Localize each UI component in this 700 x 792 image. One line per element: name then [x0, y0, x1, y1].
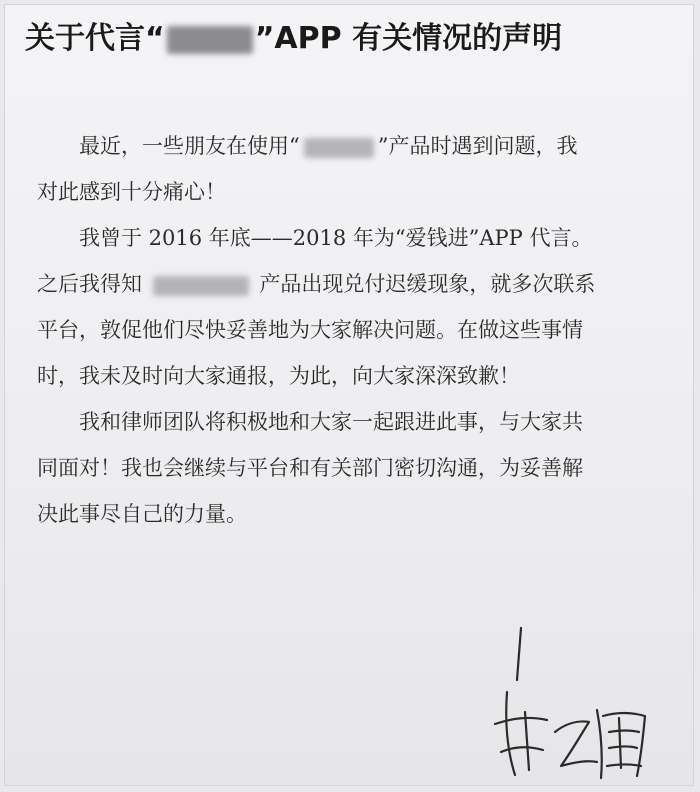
- line-text: 平台，敦促他们尽快妥善地为大家解决问题。在做这些事情: [37, 318, 583, 342]
- handwritten-signature: [485, 620, 665, 785]
- statement-line: [37, 491, 667, 537]
- line-text: 之后我得知: [37, 272, 149, 296]
- line-text: 产品出现兑付迟缓现象，就多次联系: [252, 272, 596, 296]
- statement-line: [37, 399, 667, 445]
- line-text: 时，我未及时向大家通报，为此，向大家深深致歉！: [37, 364, 520, 388]
- title-prefix: 关于代言“: [25, 21, 165, 56]
- statement-line: [37, 169, 667, 215]
- line-text: 最近，一些朋友在使用“: [79, 134, 300, 158]
- title-suffix: ”APP 有关情况的声明: [254, 21, 563, 56]
- line-text: 我和律师团队将积极地和大家一起跟进此事，与大家共: [79, 410, 583, 434]
- line-text: 对此感到十分痛心！: [37, 180, 226, 204]
- statement-line: [37, 261, 667, 307]
- line-text: 决此事尽自己的力量。: [37, 502, 247, 526]
- redacted-text: [153, 276, 249, 296]
- redacted-text: [304, 138, 374, 158]
- document-title: [25, 19, 685, 59]
- redacted-app-name: [167, 26, 253, 54]
- line-text: 我曾于 2016 年底——2018 年为“爱钱进”APP 代言。: [79, 226, 593, 250]
- statement-document: [4, 4, 694, 786]
- statement-line: [37, 307, 667, 353]
- statement-line: [37, 123, 667, 169]
- line-text: ”产品时遇到问题，我: [377, 134, 578, 158]
- signature-icon: [485, 620, 665, 785]
- statement-line: [37, 445, 667, 491]
- line-text: 同面对！我也会继续与平台和有关部门密切沟通，为妥善解: [37, 456, 583, 480]
- statement-line: [37, 353, 667, 399]
- statement-line: [37, 215, 667, 261]
- statement-body: [37, 123, 667, 537]
